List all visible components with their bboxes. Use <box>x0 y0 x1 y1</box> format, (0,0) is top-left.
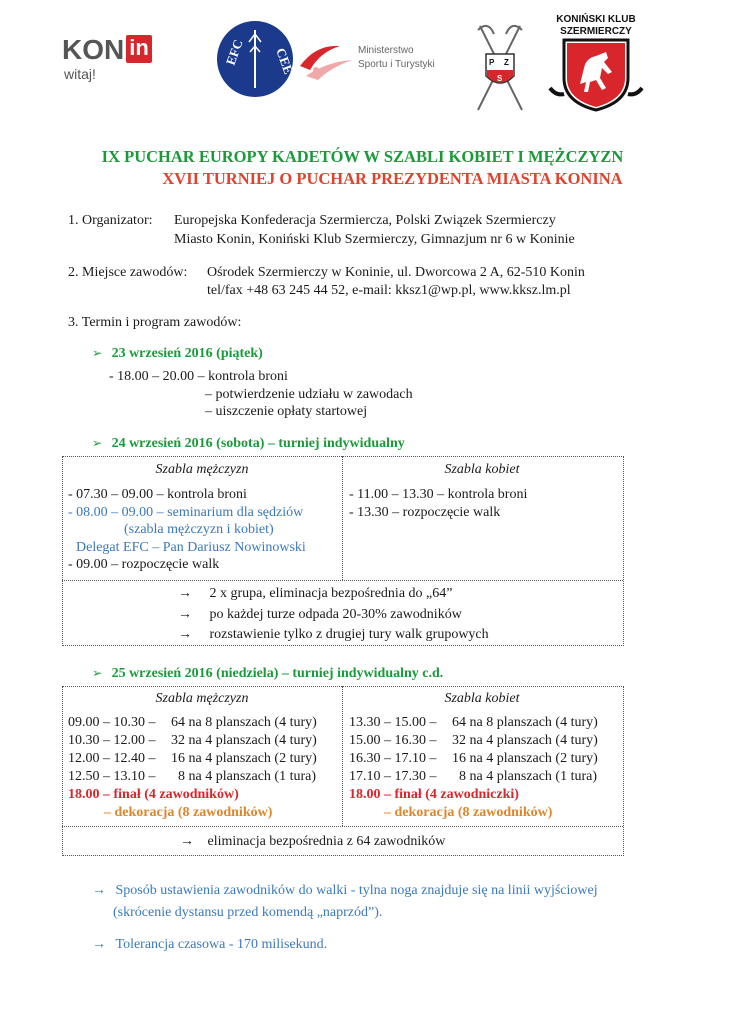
day3-men-row <box>68 768 156 786</box>
day1-line: – uiszczenie opłaty startowej <box>205 404 368 419</box>
day3-men-final: 18.00 – finał (4 zawodników) <box>68 787 239 802</box>
day3-women-decor: – dekoracja (8 zawodników) <box>384 805 553 820</box>
efc-emblem-icon <box>216 20 297 98</box>
konin-logo-in: in <box>126 35 152 63</box>
day1-line: – potwierdzenie udziału w zawodach <box>205 387 413 402</box>
konin-logo-tagline: witaj! <box>64 66 96 82</box>
club-line1: KONIŃSKI KLUB <box>556 14 636 25</box>
day2-note: po każdej turze odpada 20-30% zawodników <box>209 607 462 622</box>
program-label: 3. Termin i program zawodów: <box>68 315 242 330</box>
row-desc: 16 na 4 planszach (2 tury) <box>171 751 317 766</box>
day3-heading: 25 wrzesień 2016 (niedziela) – turniej indywidualny c.d. <box>111 666 444 681</box>
day3-women-row <box>349 750 437 768</box>
pzs-logo <box>470 18 530 114</box>
ministry-line2: Sportu i Turystyki <box>358 59 435 70</box>
svg-text:EFC: EFC <box>222 37 246 68</box>
row-desc: 32 na 4 planszach (4 tury) <box>452 733 598 748</box>
footer-note2: Tolerancja czasowa - 170 milisekund. <box>115 937 328 952</box>
day2-note-row <box>178 606 462 624</box>
ministry-swoosh-icon <box>296 36 356 86</box>
arrow-right-icon: → <box>178 627 192 642</box>
day3-women-row <box>349 768 437 786</box>
row-time: 09.00 – 10.30 – <box>68 715 156 730</box>
ministry-line1: Ministerstwo <box>358 45 414 56</box>
svg-text:P: P <box>489 58 495 67</box>
bullet-arrow-icon: ➢ <box>92 436 103 450</box>
day2-heading-row <box>92 434 405 453</box>
day2-note: rozstawienie tylko z drugiej tury walk grupowych <box>209 627 489 642</box>
row-desc: 8 na 4 planszach (1 tura) <box>459 769 597 784</box>
row-time: 12.00 – 12.40 – <box>68 751 156 766</box>
day1-line: - 18.00 – 20.00 – kontrola broni <box>109 369 288 384</box>
day3-note-row <box>180 833 445 851</box>
day2-women-header: Szabla kobiet <box>444 462 520 477</box>
day2-heading: 24 wrzesień 2016 (sobota) – turniej indywidualny <box>111 436 405 451</box>
day3-women-row <box>349 714 437 732</box>
day3-men-row <box>68 714 156 732</box>
row-time: 17.10 – 17.30 – <box>349 769 437 784</box>
day3-men-header: Szabla mężczyzn <box>155 691 249 706</box>
day3-note: eliminacja bezpośrednia z 64 zawodników <box>207 834 446 849</box>
efc-logo <box>216 20 297 98</box>
arrow-right-icon: → <box>178 586 192 601</box>
konin-logo <box>62 34 182 84</box>
row-desc: 64 na 8 planszach (4 tury) <box>452 715 598 730</box>
footer-note1-line2: (skrócenie dystansu przed komendą „naprzód”). <box>113 905 383 920</box>
day2-men-line: - 07.30 – 09.00 – kontrola broni <box>68 487 247 502</box>
day2-men-line: Delegat EFC – Pan Dariusz Nowinowski <box>76 540 306 555</box>
day3-table-divider <box>62 826 623 827</box>
row-time: 16.30 – 17.10 – <box>349 751 437 766</box>
footer-note1-line1: Sposób ustawienia zawodników do walki - tylna noga znajduje się na linii wyjściowej <box>115 883 598 898</box>
day2-note-row <box>178 626 489 644</box>
day3-women-header: Szabla kobiet <box>444 691 520 706</box>
svg-text:CEE: CEE <box>273 45 297 77</box>
row-time: 12.50 – 13.10 – <box>68 769 156 784</box>
day2-table-divider <box>62 580 623 581</box>
day3-men-row <box>68 750 156 768</box>
day2-women-line: - 13.30 – rozpoczęcie walk <box>349 505 501 520</box>
day3-women-row <box>349 732 437 750</box>
organizer-label: 1. Organizator: <box>68 213 153 228</box>
organizer-line2: Miasto Konin, Koniński Klub Szermierczy, Gimnazjum nr 6 w Koninie <box>174 232 575 247</box>
svg-text:Z: Z <box>504 58 509 67</box>
konin-logo-text: KON <box>62 34 125 65</box>
club-shield-horse-icon <box>546 38 646 112</box>
arrow-right-icon: → <box>180 834 194 849</box>
club-logo <box>546 14 646 112</box>
day3-men-row <box>68 732 156 750</box>
arrow-right-icon: → <box>178 607 192 622</box>
ministry-logo <box>296 36 456 86</box>
day2-men-header: Szabla mężczyzn <box>155 462 249 477</box>
day2-men-line: (szabla mężczyzn i kobiet) <box>124 522 274 537</box>
day1-heading-row <box>92 344 263 363</box>
row-desc: 32 na 4 planszach (4 tury) <box>171 733 317 748</box>
title-line2: XVII TURNIEJ O PUCHAR PREZYDENTA MIASTA KONINA <box>162 169 623 188</box>
row-time: 10.30 – 12.00 – <box>68 733 156 748</box>
venue-line1: Ośrodek Szermierczy w Koninie, ul. Dworcowa 2 A, 62-510 Konin <box>207 265 585 280</box>
day2-note: 2 x grupa, eliminacja bezpośrednia do „64” <box>209 586 453 601</box>
day3-heading-row <box>92 664 443 683</box>
day3-women-final: 18.00 – finał (4 zawodniczki) <box>349 787 519 802</box>
day1-heading: 23 wrzesień 2016 (piątek) <box>111 346 263 361</box>
day2-men-line: - 08.00 – 09.00 – seminarium dla sędziów <box>68 505 304 520</box>
venue-label: 2. Miejsce zawodów: <box>68 265 188 280</box>
row-desc: 64 na 8 planszach (4 tury) <box>171 715 317 730</box>
club-line2: SZERMIERCZY <box>560 26 632 37</box>
bullet-arrow-icon: ➢ <box>92 346 103 360</box>
bullet-arrow-icon: ➢ <box>92 666 103 680</box>
row-desc: 8 na 4 planszach (1 tura) <box>178 769 316 784</box>
footer-note1-row <box>92 882 598 900</box>
day2-note-row <box>178 585 452 603</box>
crossed-sabres-icon <box>470 18 530 114</box>
row-desc: 16 na 4 planszach (2 tury) <box>452 751 598 766</box>
footer-note2-row <box>92 936 327 954</box>
arrow-right-icon: → <box>92 883 106 898</box>
day3-men-decor: – dekoracja (8 zawodników) <box>104 805 273 820</box>
day2-men-line: - 09.00 – rozpoczęcie walk <box>68 557 220 572</box>
arrow-right-icon: → <box>92 937 106 952</box>
row-time: 15.00 – 16.30 – <box>349 733 437 748</box>
row-time: 13.30 – 15.00 – <box>349 715 437 730</box>
organizer-line1: Europejska Konfederacja Szermiercza, Polski Związek Szermierczy <box>174 213 556 228</box>
svg-text:S: S <box>497 74 503 83</box>
day2-women-line: - 11.00 – 13.30 – kontrola broni <box>349 487 528 502</box>
title-line1: IX PUCHAR EUROPY KADETÓW W SZABLI KOBIET I MĘŻCZYZN <box>101 147 624 166</box>
venue-line2: tel/fax +48 63 245 44 52, e-mail: kksz1@wp.pl, www.kksz.lm.pl <box>207 283 571 298</box>
